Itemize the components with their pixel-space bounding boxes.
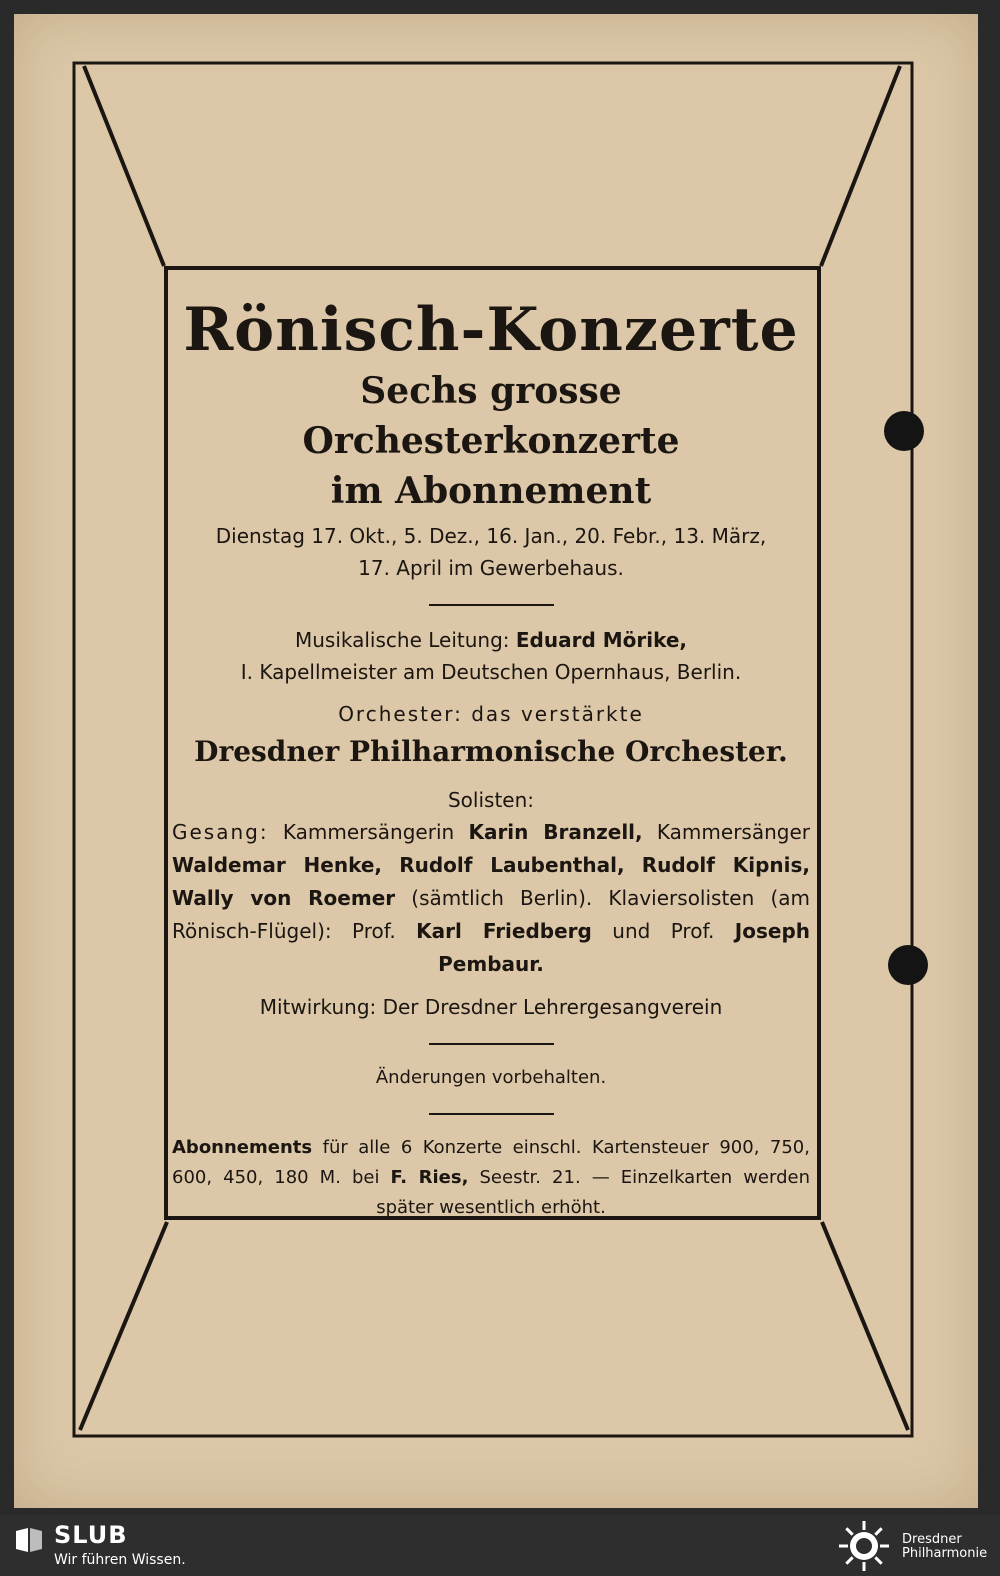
gesang-label: Gesang:	[172, 820, 269, 844]
orchestra-label: Orchester: das verstärkte	[338, 702, 644, 726]
book-icon	[14, 1525, 44, 1555]
diagonal-top-left	[84, 66, 164, 266]
soloists-label: Solisten:	[447, 788, 535, 812]
poster-subtitle-line1: Sechs grosse Orchesterkonzerte	[302, 370, 680, 462]
singer-name: Karin Branzell,	[468, 820, 643, 844]
diagonal-top-right	[821, 66, 900, 266]
poster-content	[168, 270, 814, 1218]
divider	[429, 1043, 554, 1045]
shop-name: F. Ries,	[390, 1167, 469, 1188]
changes-note: Änderungen vorbehalten.	[375, 1067, 607, 1088]
poster-subtitle-line2: im Abonnement	[330, 470, 652, 512]
singer-name: Rudolf Laubenthal,	[399, 853, 625, 877]
soloists-paragraph	[172, 816, 810, 981]
punch-hole-top	[884, 411, 924, 451]
conductor-name: Eduard Mörike,	[515, 628, 688, 652]
und-prof: und Prof.	[612, 919, 715, 943]
pianist-name: Karl Friedberg	[416, 919, 592, 943]
partner-logo-text	[902, 1533, 987, 1561]
gesang-text2: Kammersänger	[656, 820, 810, 844]
footer-bar	[0, 1515, 1000, 1576]
pianist-name: Joseph Pembaur.	[438, 919, 811, 976]
divider	[429, 1113, 554, 1115]
mitwirkung-line: Mitwirkung: Der Dresdner Lehrergesangverein	[259, 995, 723, 1019]
concert-dates	[168, 520, 814, 584]
klavier-label: Klaviersolisten (am Rönisch-Flügel): Prof.	[172, 886, 810, 943]
leitung-line	[168, 624, 814, 656]
gesang-text3: (sämtlich Berlin).	[411, 886, 593, 910]
abo-text1: für alle 6 Konzerte einschl. Kartensteuer 900, 750, 600, 450, 180 M. bei	[172, 1137, 810, 1188]
singer-name: Rudolf Kipnis,	[641, 853, 811, 877]
divider	[429, 604, 554, 606]
poster-title: Rönisch-Konzerte	[183, 295, 799, 365]
leitung-label: Musikalische Leitung:	[294, 628, 510, 652]
diagonal-bottom-left	[80, 1222, 167, 1430]
conductor-role: I. Kapellmeister am Deutschen Opernhaus, Berlin.	[240, 660, 742, 684]
sunburst-logo-icon	[836, 1519, 892, 1573]
slub-name: SLUB	[54, 1521, 128, 1549]
dates-line1: Dienstag 17. Okt., 5. Dez., 16. Jan., 20. Febr., 13. März,	[215, 524, 767, 548]
orchestra-name: Dresdner Philharmonische Orchester.	[194, 735, 788, 768]
partner-line2: Philharmonie	[902, 1546, 988, 1561]
abo-label: Abonnements	[172, 1137, 313, 1158]
gesang-text1: Kammersängerin	[282, 820, 455, 844]
singer-name: Waldemar Henke,	[172, 853, 383, 877]
singer-name: Wally von Roemer	[172, 886, 396, 910]
subscription-paragraph	[172, 1133, 810, 1223]
dates-line2: 17. April im Gewerbehaus.	[358, 556, 624, 580]
diagonal-bottom-right	[822, 1222, 908, 1430]
punch-hole-bottom	[888, 945, 928, 985]
partner-line1: Dresdner	[902, 1532, 962, 1547]
slub-tagline: Wir führen Wissen.	[54, 1552, 186, 1568]
abo-text2: Seestr. 21. — Einzelkarten werden später wesentlich erhöht.	[376, 1167, 810, 1218]
